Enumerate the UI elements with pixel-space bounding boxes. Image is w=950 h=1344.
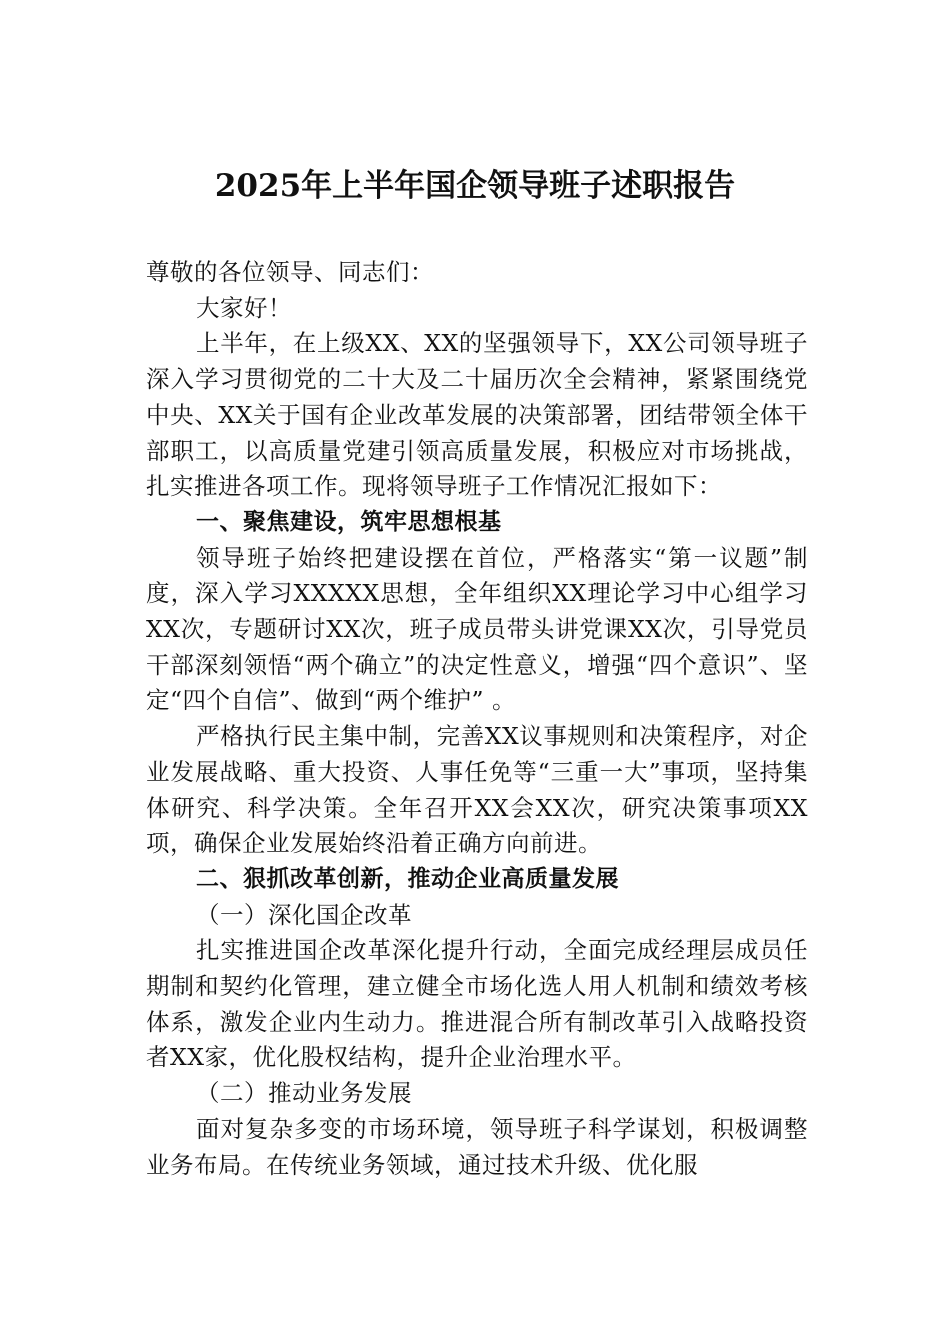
subsection-heading-1: （一）深化国企改革 (196, 900, 412, 929)
body-paragraph: 扎实推进国企改革深化提升行动，全面完成经理层成员任期制和契约化管理，建立健全市场化选人用人机制和绩效考核体系，激发企业内生动力。推进混合所有制改革引入战略投资者XX家，优化股权结构，提升企业治理水平。 (146, 936, 808, 1072)
document-title: 2025年上半年国企领导班子述职报告 (214, 168, 736, 204)
salutation-paragraph: 尊敬的各位领导、同志们： (146, 258, 434, 286)
greeting-paragraph: 大家好！ (196, 293, 292, 322)
body-paragraph: 严格执行民主集中制，完善XX议事规则和决策程序，对企业发展战略、重大投资、人事任免等“三重一大”事项，坚持集体研究、科学决策。全年召开XX会XX次，研究决策事项XX项，确保企业发展始终沿着正确方向前进。 (146, 722, 808, 858)
intro-paragraph: 上半年，在上级XX、XX的坚强领导下，XX公司领导班子深入学习贯彻党的二十大及二十届历次全会精神，紧紧围绕党中央、XX关于国有企业改革发展的决策部署，团结带领全体干部职工，以高质量党建引领高质量发展，积极应对市场挑战，扎实推进各项工作。现将领导班子工作情况汇报如下： (146, 329, 808, 501)
document-body (146, 255, 808, 1183)
section-heading-2: 二、狠抓改革创新，推动企业高质量发展 (196, 865, 619, 892)
body-paragraph: 领导班子始终把建设摆在首位，严格落实“第一议题”制度，深入学习XXXXX思想，全年组织XX理论学习中心组学习XX次，专题研讨XX次，班子成员带头讲党课XX次，引导党员干部深刻领悟“两个确立”的决定性意义，增强“四个意识”、坚定“四个自信”、做到“两个维护” 。 (146, 543, 808, 715)
subsection-heading-2: （二）推动业务发展 (196, 1079, 412, 1108)
body-paragraph: 面对复杂多变的市场环境，领导班子科学谋划，积极调整业务布局。在传统业务领域，通过技术升级、优化服 (146, 1114, 808, 1179)
section-heading-1: 一、聚焦建设，筑牢思想根基 (196, 508, 502, 535)
